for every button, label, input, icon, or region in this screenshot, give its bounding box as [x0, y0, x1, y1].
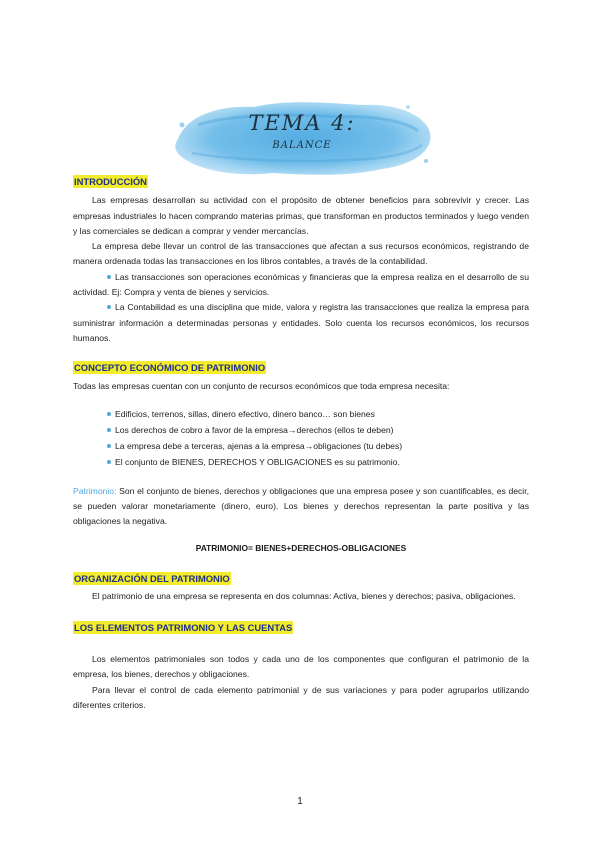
bullet-icon [107, 444, 111, 448]
bullet-icon [107, 305, 111, 309]
bullet-text: Las transacciones son operaciones económicas y financieras que la empresa realiza en el desarrollo de su actividad. Ej: Compra y venta de bienes y servicios. [73, 271, 529, 298]
patrimonio-lead: Todas las empresas cuentan con un conjunto de recursos económicos que toda empresa necesita: [73, 380, 450, 391]
section-heading-organizacion: ORGANIZACIÓN DEL PATRIMONIO [74, 573, 230, 585]
section-heading-introduccion: INTRODUCCIÓN [74, 176, 147, 187]
elementos-paragraph-2: Para llevar el control de cada elemento patrimonial y de sus variaciones y para poder agruparlos utilizando diferentes criterios. [73, 684, 529, 710]
document-body [73, 175, 529, 713]
bullet-text: La Contabilidad es una disciplina que mide, valora y registra las transacciones que realiza la empresa para suministrar información a determinadas personas y entidades. Solo cuenta los recursos económicos, los recursos humanos. [73, 302, 529, 343]
patrimonio-term: Patrimonio: [73, 485, 117, 496]
list-item: Los derechos de cobro a favor de la empresa→derechos (ellos te deben) [107, 422, 529, 438]
intro-paragraph-1: Las empresas desarrollan su actividad con el propósito de obtener beneficios para sobrevivir y crecer. Las empresas industriales lo hacen comprando materias primas, que transforman en productos terminados y luego venden y las comerciales se dedican a comprar y vender mercancías. [73, 195, 529, 236]
organizacion-paragraph: El patrimonio de una empresa se representa en dos columnas: Activa, bienes y derechos; pasiva, obligaciones. [92, 591, 516, 602]
document-title: TEMA 4: [248, 111, 356, 135]
document-subtitle: BALANCE [272, 140, 332, 151]
list-item: Edificios, terrenos, sillas, dinero efectivo, dinero banco… son bienes [107, 406, 529, 422]
intro-bullet-contabilidad [73, 300, 529, 346]
bullet-icon [107, 428, 111, 432]
page-number: 1 [297, 796, 303, 807]
patrimonio-list [73, 406, 529, 470]
patrimonio-definition: Patrimonio: Son el conjunto de bienes, derechos y obligaciones que una empresa posee y son cuantificables, es decir, se pueden valorar monetariamente (dinero, euro). Los bienes y derechos representan la parte positiva y las obligaciones la negativa. [73, 485, 529, 527]
intro-paragraph-2: La empresa debe llevar un control de las transacciones que afectan a sus recursos económicos, registrando de manera ordenada todas las transacciones en los libros contables, a través de la contabilidad. [73, 241, 529, 267]
section-heading-elementos: LOS ELEMENTOS PATRIMONIO Y LAS CUENTAS [74, 621, 293, 633]
title-banner [168, 95, 436, 181]
intro-bullet-transacciones [73, 270, 529, 301]
list-item: El conjunto de BIENES, DERECHOS Y OBLIGACIONES es su patrimonio. [107, 454, 529, 470]
elementos-paragraph-1: Los elementos patrimoniales son todos y cada uno de los componentes que configuran el patrimonio de la empresa, los bienes, derechos y obligaciones. [73, 653, 529, 680]
watercolor-splash-icon [168, 95, 436, 181]
section-heading-patrimonio: CONCEPTO ECONÓMICO DE PATRIMONIO [74, 362, 266, 374]
patrimonio-formula: PATRIMONIO= BIENES+DERECHOS-OBLIGACIONES [195, 542, 407, 553]
list-item: La empresa debe a terceras, ajenas a la empresa→obligaciones (tu debes) [107, 438, 529, 454]
bullet-icon [107, 275, 111, 279]
bullet-icon [107, 412, 111, 416]
bullet-icon [107, 460, 111, 464]
